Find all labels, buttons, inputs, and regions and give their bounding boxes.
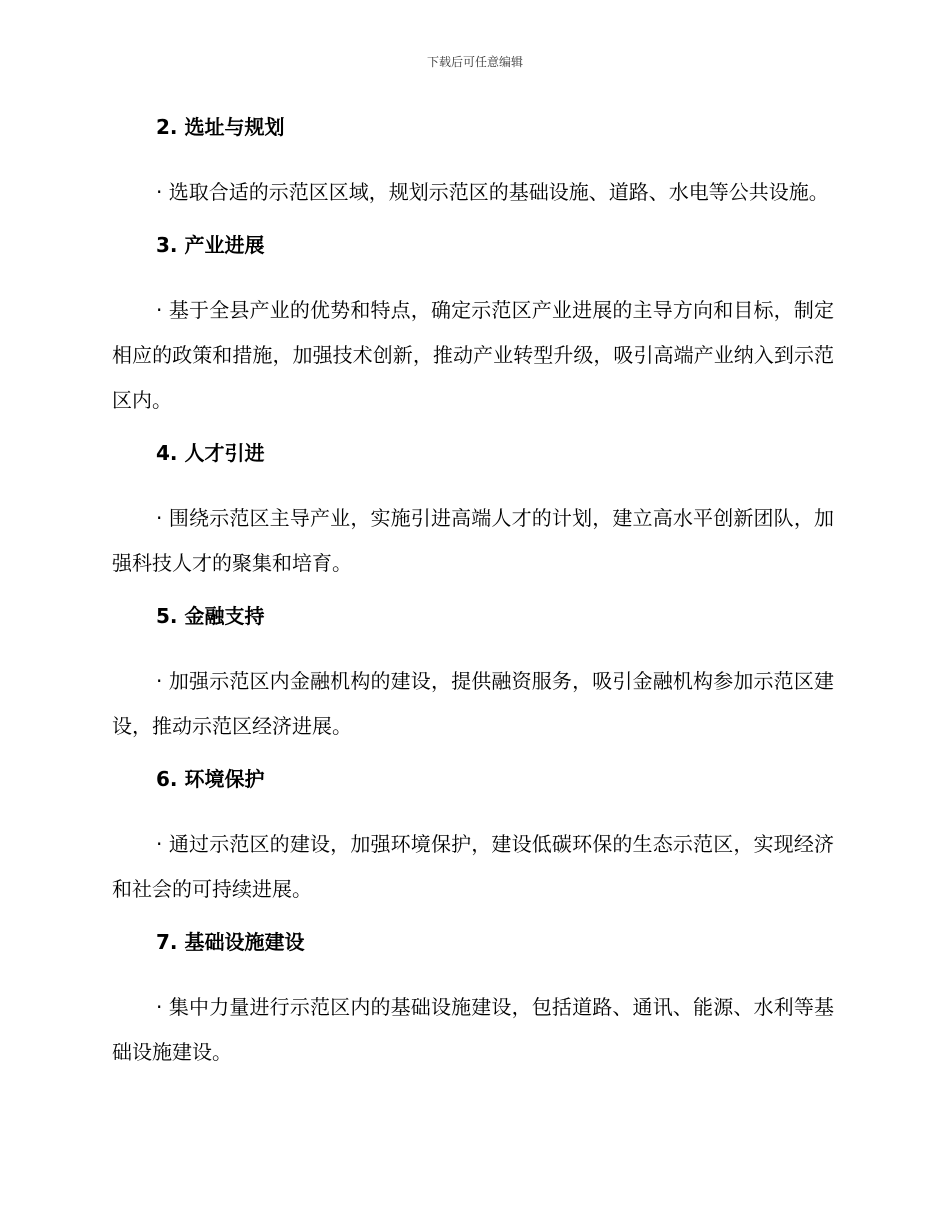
header-note: 下载后可任意编辑 [426,55,523,69]
section-heading-5: 5. 金融支持 [156,604,265,628]
document-content [112,112,834,1075]
section-body-7: · 集中力量进行示范区内的基础设施建设，包括道路、通讯、能源、水利等基础设施建设。 [112,995,834,1064]
section-body-2: · 选取合适的示范区区域，规划示范区的基础设施、道路、水电等公共设施。 [156,180,829,204]
section-heading-2: 2. 选址与规划 [156,115,285,139]
section-body-5: · 加强示范区内金融机构的建设，提供融资服务，吸引金融机构参加示范区建设，推动示范区经济进展。 [112,669,834,738]
section-heading-6: 6. 环境保护 [156,767,265,791]
section-heading-4: 4. 人才引进 [156,441,265,465]
section-heading-7: 7. 基础设施建设 [156,930,305,954]
section-body-3: · 基于全县产业的优势和特点，确定示范区产业进展的主导方向和目标，制定相应的政策和措施，加强技术创新，推动产业转型升级，吸引高端产业纳入到示范区内。 [112,298,834,412]
section-heading-3: 3. 产业进展 [156,233,265,257]
section-body-4: · 围绕示范区主导产业，实施引进高端人才的计划，建立高水平创新团队，加强科技人才的聚集和培育。 [112,506,834,575]
section-body-6: · 通过示范区的建设，加强环境保护，建设低碳环保的生态示范区，实现经济和社会的可持续进展。 [112,832,834,901]
